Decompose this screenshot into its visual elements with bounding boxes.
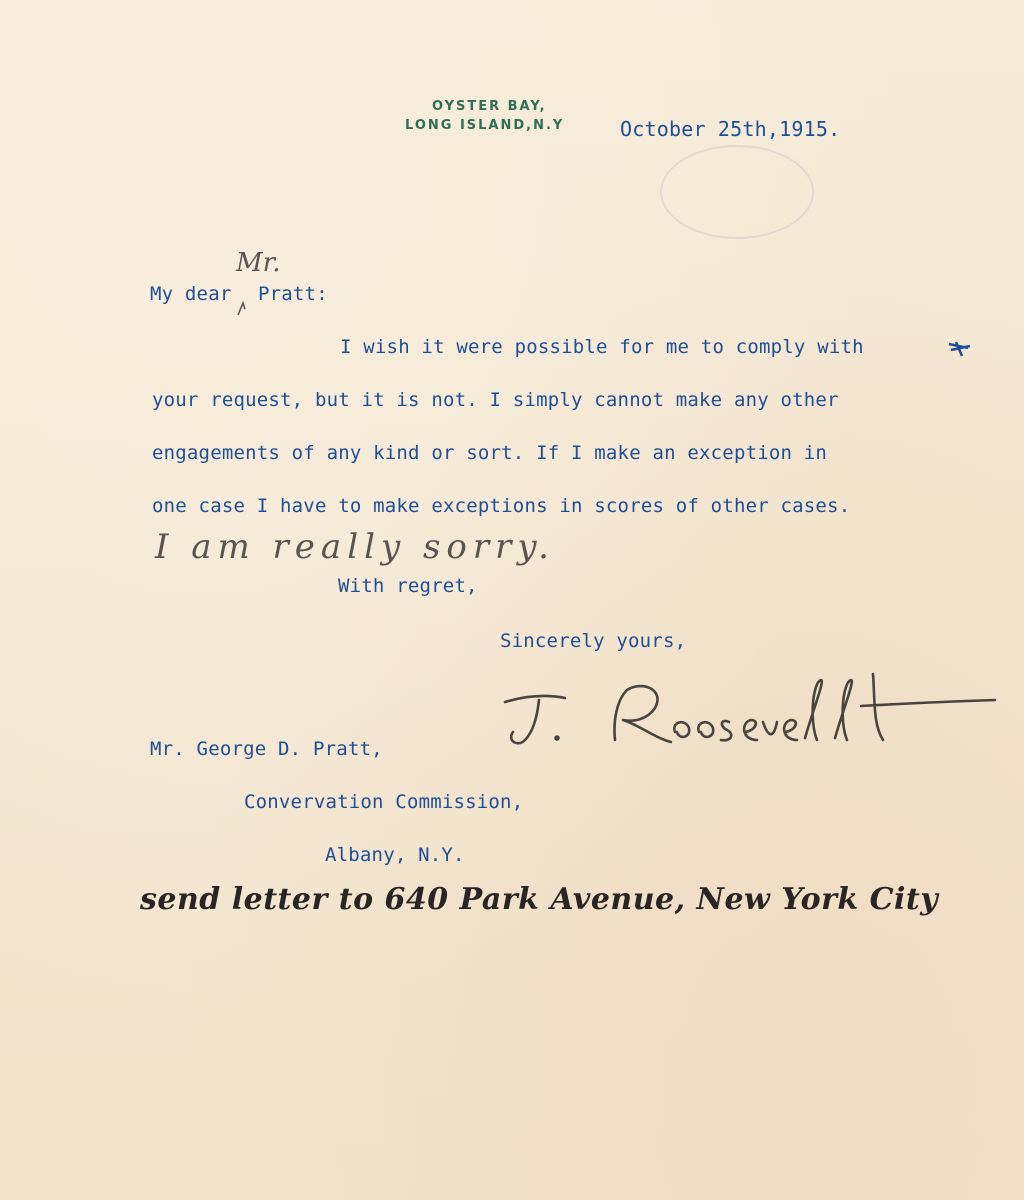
insertion-caret-icon bbox=[236, 300, 250, 316]
body-line-2: your request, but it is not. I simply cannot make any other bbox=[152, 389, 839, 411]
closing-sign-off: Sincerely yours, bbox=[500, 630, 687, 652]
handwritten-postscript: I am really sorry. bbox=[155, 527, 555, 567]
body-line-4: one case I have to make exceptions in scores of other cases. bbox=[152, 495, 851, 517]
salutation-name: Pratt: bbox=[258, 283, 328, 305]
body-line-3: engagements of any kind or sort. If I make an exception in bbox=[152, 442, 828, 464]
signature-image bbox=[495, 660, 1015, 770]
struck-character-mark bbox=[946, 338, 974, 360]
recipient-organization: Convervation Commission, bbox=[244, 791, 524, 813]
closing-regret: With regret, bbox=[338, 575, 478, 597]
recipient-name: Mr. George D. Pratt, bbox=[150, 738, 383, 760]
letter-date: October 25th,1915. bbox=[620, 117, 841, 141]
recipient-city: Albany, N.Y. bbox=[325, 844, 465, 866]
salutation-greeting: My dear bbox=[150, 283, 232, 305]
letterhead-line-1: OYSTER BAY, bbox=[432, 99, 547, 114]
letterhead-line-2: LONG ISLAND,N.Y bbox=[405, 118, 565, 133]
faint-stamp-mark bbox=[660, 145, 814, 239]
handwritten-insert-mr: Mr. bbox=[236, 248, 281, 278]
handwritten-forwarding-note: send letter to 640 Park Avenue, New York City bbox=[140, 882, 939, 917]
body-line-1: I wish it were possible for me to comply with bbox=[340, 336, 864, 358]
